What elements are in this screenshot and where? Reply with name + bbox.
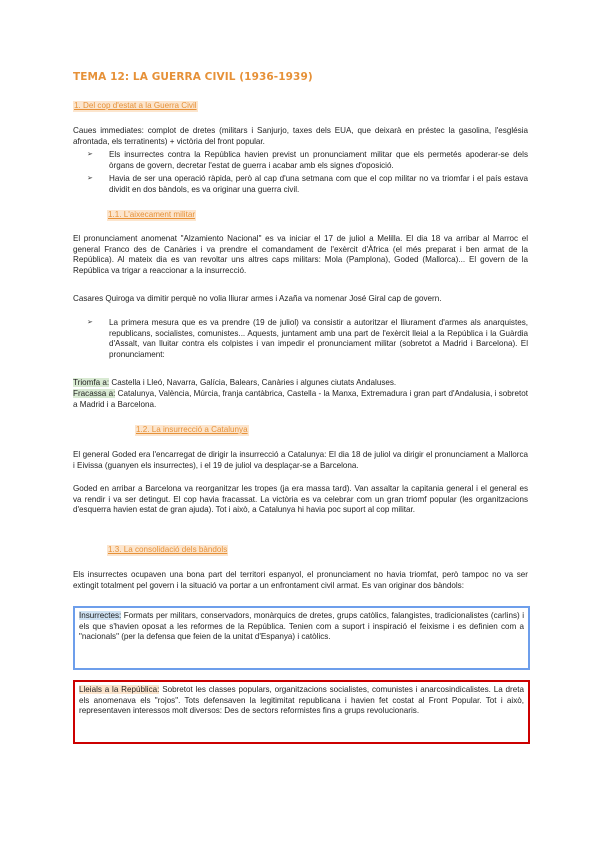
triomfa-line <box>73 378 528 389</box>
section12-paragraph-1: El general Goded era l'encarregat de dirigir la insurrecció a Catalunya: El dia 18 de juliol va dirigir el pronunciament a Mallorca i Eivissa (guanyen els insurrectes), i el 19 de juliol va desplaçar-se a Barcelona. <box>73 450 528 470</box>
section11-bullet: ➢ La primera mesura que es va prendre (19 de juliol) va consistir a autoritzar el lliurament d'armes als anarquistes, republicans, socialistes, comunistes... Aquests, juntament amb una part de l'exèrcit lleial a la República i la Guàrdia d'Assalt, van lluitar contra els colpistes i van impedir el pronunciament militar (sobretot a Madrid i Barcelona). El pronunciament: <box>87 318 528 359</box>
fracassa-line <box>73 389 528 410</box>
lleials-box <box>73 680 530 744</box>
section1-bullet-2: ➢ Havia de ser una operació ràpida, però al cap d'una setmana com que el cop militar no va triomfar i el país estava dividit en dos bàndols, es va originar una guerra civil. <box>87 174 528 194</box>
fracassa-label: Fracassa a: <box>73 389 116 398</box>
page-title: TEMA 12: LA GUERRA CIVIL (1936-1939) <box>73 71 313 83</box>
section-heading-1-3: 1.3. La consolidació dels bàndols <box>108 545 228 554</box>
section13-paragraph-1: Els insurrectes ocupaven una bona part del territori espanyol, el pronunciament no havia triomfat, però tampoc no va ser extingit totalment pel govern i la situació va portar a un enfrontament civil armat. Es van originar dos bàndols: <box>73 570 528 590</box>
section1-bullet-1: ➢ Els insurrectes contra la República havien previst un pronunciament militar que els permetés apoderar-se dels òrgans de govern, decretar l'estat de guerra i acabar amb els signes d'oposició. <box>87 150 528 170</box>
arrow-bullet-icon: ➢ <box>87 319 93 326</box>
section1-intro: Caues immediates: complot de dretes (militars i Sanjurjo, taxes dels EUA, que deixarà en préstec la gasolina, l'església afrontada, els terratinents) + victòria del front popular. <box>73 126 528 146</box>
section12-paragraph-2: Goded en arribar a Barcelona va reorganitzar les tropes (ja era massa tard). Van assaltar la capitania general i el general es va rendir i va ser detingut. El cop havia fracassat. La victòria es va celebrar com un gran triomf popular (les organitzacions d'esquerra havien estat de gran ajuda). Tot i això, a Catalunya hi havia poc suport al cop militar. <box>73 484 528 515</box>
section-heading-1: 1. Del cop d'estat a la Guerra Civil <box>74 101 197 110</box>
section-heading-1-2: 1.2. La insurrecció a Catalunya <box>136 425 248 434</box>
fracassa-text: Catalunya, València, Múrcia, franja cantàbrica, Castella - la Manxa, Extremadura i gran part d'Andalusia, i sobretot a Madrid i a Barcelona. <box>73 389 528 409</box>
lleials-label: Lleials a la República: <box>79 685 160 694</box>
triomfa-label: Triomfa a: <box>73 378 110 387</box>
section11-paragraph-2: Casares Quiroga va dimitir perquè no volia lliurar armes i Azaña va nomenar José Giral cap de govern. <box>73 294 442 303</box>
section11-paragraph-1: El pronunciament anomenat "Alzamiento Nacional" es va iniciar el 17 de juliol a Melilla. El dia 18 va arribar al Marroc el general Franco des de Canàries i va prendre el comandament de l'exèrcit d'Àfrica (el més preparat i ben armat de la República). Al mateix dia es van revoltar uns altres caps militars: Mola (Pamplona), Goded (Mallorca)... El govern de la República va trigar a reaccionar a la insurrecció. <box>73 234 528 275</box>
lleials-text: Sobretot les classes populars, organitzacions socialistes, comunistes i anarcosindicalistes. La dreta els anomenava els "rojos". Tots defensaven la legitimitat republicana i havien fet costat al Front Popular. Tot i això, representaven interessos molt diversos: Des de sectors reformistes fins a grups revolucionaris. <box>79 685 524 716</box>
section-heading-1-1: 1.1. L'aixecament militar <box>108 210 196 219</box>
insurrectes-box <box>73 606 530 670</box>
arrow-bullet-icon: ➢ <box>87 175 93 182</box>
arrow-bullet-icon: ➢ <box>87 151 93 158</box>
triomfa-text: Castella i Lleó, Navarra, Galícia, Balears, Canàries i algunes ciutats Andaluses. <box>109 378 397 387</box>
insurrectes-label: Insurrectes: <box>79 611 122 620</box>
insurrectes-text: Formats per militars, conservadors, monàrquics de dretes, grups catòlics, falangistes, tradicionalistes (carlins) i els que s'havien oposat a les reformes de la República. Tenien com a suport i inspiració el feixisme i es definien com a "nacionals" (per la defensa que feien de la unitat d'Espanya) i catòlics. <box>79 611 524 642</box>
